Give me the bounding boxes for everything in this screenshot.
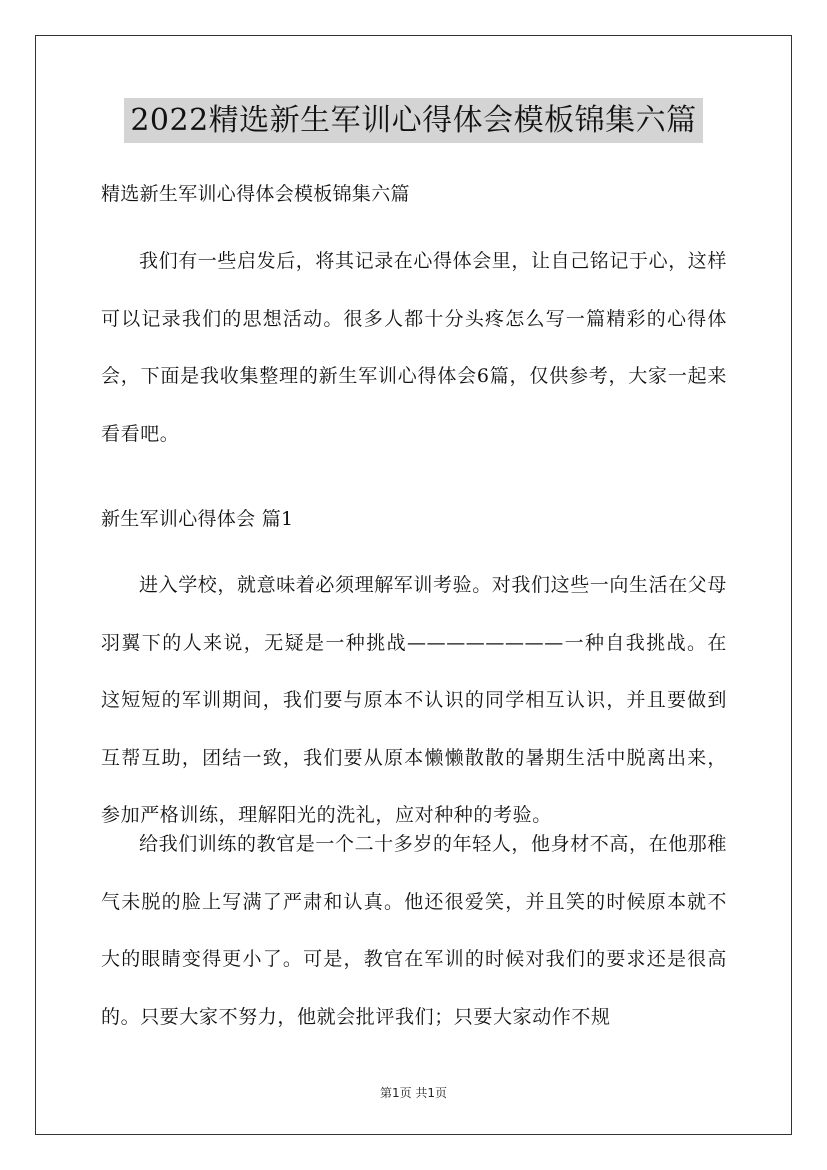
section-heading: 新生军训心得体会 篇1 [101, 508, 294, 530]
title-container [0, 98, 827, 143]
body-paragraph-1: 进入学校，就意味着必须理解军训考验。对我们这些一向生活在父母羽翼下的人来说，无疑是一种挑战————————一种自我挑战。在这短短的军训期间，我们要与原本不认识的同学相互认识，并且要做到互帮互助，团结一致，我们要从原本懒懒散散的暑期生活中脱离出来，参加严格训练，理解阳光的洗礼，应对种种的考验。 [101, 574, 728, 826]
document-subtitle: 精选新生军训心得体会模板锦集六篇 [101, 183, 410, 205]
intro-paragraph: 我们有一些启发后，将其记录在心得体会里，让自己铭记于心，这样可以记录我们的思想活动。很多人都十分头疼怎么写一篇精彩的心得体会，下面是我收集整理的新生军训心得体会6篇，仅供参考，大家一起来看看吧。 [101, 250, 728, 445]
document-title: 2022精选新生军训心得体会模板锦集六篇 [124, 98, 702, 143]
body-paragraph-2: 给我们训练的教官是一个二十多岁的年轻人，他身材不高，在他那稚气未脱的脸上写满了严肃和认真。他还很爱笑，并且笑的时候原本就不大的眼睛变得更小了。可是，教官在军训的时候对我们的要求还是很高的。只要大家不努力，他就会批评我们；只要大家动作不规 [101, 833, 728, 1028]
page-footer: 第1页 共1页 [379, 1086, 448, 1100]
